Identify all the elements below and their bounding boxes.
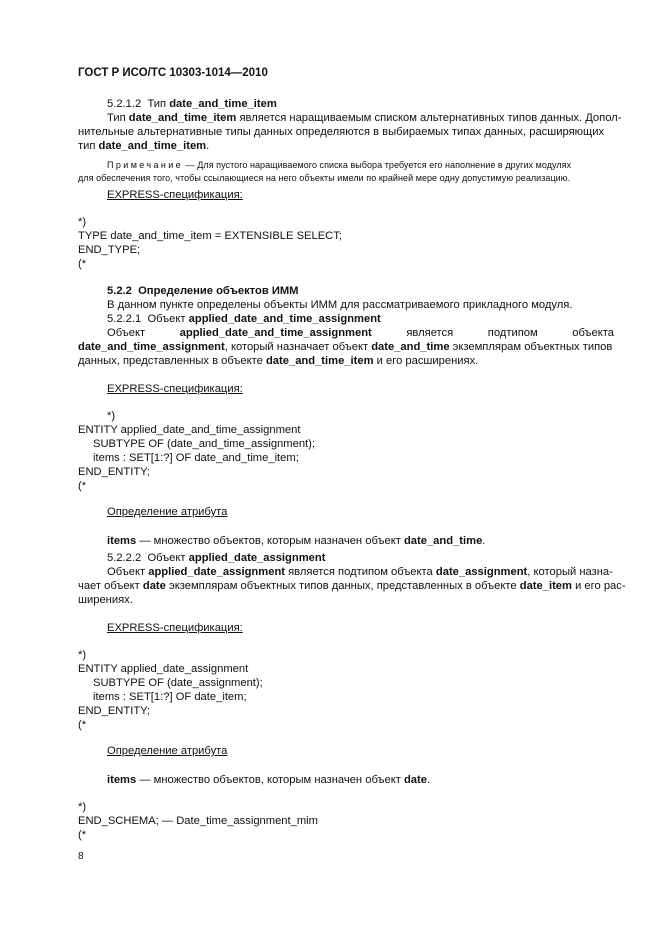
code-line: *) bbox=[78, 216, 87, 228]
code-line: END_ENTITY; bbox=[78, 466, 151, 478]
paragraph-line: Тип date_and_time_item является наращиваемым списком альтернативных типов данных. Допол- bbox=[107, 112, 622, 124]
paragraph-line: В данном пункте определены объекты ИММ для рассматриваемого прикладного модуля. bbox=[107, 299, 573, 311]
attribute-definition: items — множество объектов, которым назначен объект date. bbox=[107, 774, 431, 786]
code-line: (* bbox=[78, 719, 87, 731]
paragraph-line: чает объект date экземплярам объектных типов данных, представленных в объекте date_item и его рас- bbox=[78, 580, 626, 592]
express-label: EXPRESS-спецификация: bbox=[107, 189, 243, 201]
paragraph-line: date_and_time_assignment, который назначает объект date_and_time экземплярам объектных типов bbox=[78, 341, 613, 353]
code-line: TYPE date_and_time_item = EXTENSIBLE SELECT; bbox=[78, 230, 342, 242]
code-line: SUBTYPE OF (date_and_time_assignment); bbox=[93, 438, 315, 450]
code-line: items : SET[1:?] OF date_item; bbox=[93, 691, 247, 703]
paragraph-line: тип date_and_time_item. bbox=[78, 140, 210, 152]
code-line: ENTITY applied_date_assignment bbox=[78, 663, 249, 675]
paragraph-line: нительные альтернативные типы данных определяются в выбираемых типах данных, расширяющих bbox=[78, 126, 605, 138]
paragraph-line: Объект applied_date_assignment является подтипом объекта date_assignment, который назна- bbox=[107, 566, 613, 578]
express-label: EXPRESS-спецификация: bbox=[107, 383, 243, 395]
code-line: (* bbox=[78, 829, 87, 841]
code-line: (* bbox=[78, 480, 87, 492]
section-heading: 5.2.2 Определение объектов ИММ bbox=[107, 285, 299, 297]
subsection-heading: 5.2.2.1 Объект applied_date_and_time_assignment bbox=[107, 313, 381, 325]
code-line: *) bbox=[78, 649, 87, 661]
code-line: SUBTYPE OF (date_assignment); bbox=[93, 677, 263, 689]
code-line: (* bbox=[78, 258, 87, 270]
code-line: ENTITY applied_date_and_time_assignment bbox=[78, 424, 301, 436]
code-line: *) bbox=[107, 410, 116, 422]
code-line: items : SET[1:?] OF date_and_time_item; bbox=[93, 452, 299, 464]
section-heading: 5.2.1.2 Тип date_and_time_item bbox=[107, 98, 277, 110]
attribute-label: Определение атрибута bbox=[107, 506, 228, 518]
attribute-definition: items — множество объектов, которым назначен объект date_and_time. bbox=[107, 535, 486, 547]
page-header: ГОСТ Р ИСО/ТС 10303-1014—2010 bbox=[78, 67, 268, 79]
code-line: END_TYPE; bbox=[78, 244, 141, 256]
subsection-heading: 5.2.2.2 Объект applied_date_assignment bbox=[107, 552, 326, 564]
attribute-label: Определение атрибута bbox=[107, 745, 228, 757]
code-line: END_ENTITY; bbox=[78, 705, 151, 717]
note-line: Примечание — Для пустого наращиваемого списка выбора требуется его наполнение в других модулях bbox=[107, 160, 572, 170]
code-line: END_SCHEMA; — Date_time_assignment_mim bbox=[78, 815, 318, 827]
paragraph-line: Объект applied_date_and_time_assignment является подтипом объекта bbox=[107, 327, 614, 339]
paragraph-line: данных, представленных в объекте date_and_time_item и его расширениях. bbox=[78, 355, 479, 367]
paragraph-line: ширениях. bbox=[78, 594, 133, 606]
code-line: *) bbox=[78, 801, 87, 813]
note-line: для обеспечения того, чтобы ссылающиеся на него объекты имели по крайней мере одну допустимую реализацию. bbox=[78, 173, 571, 183]
page-number: 8 bbox=[78, 851, 84, 862]
express-label: EXPRESS-спецификация: bbox=[107, 622, 243, 634]
